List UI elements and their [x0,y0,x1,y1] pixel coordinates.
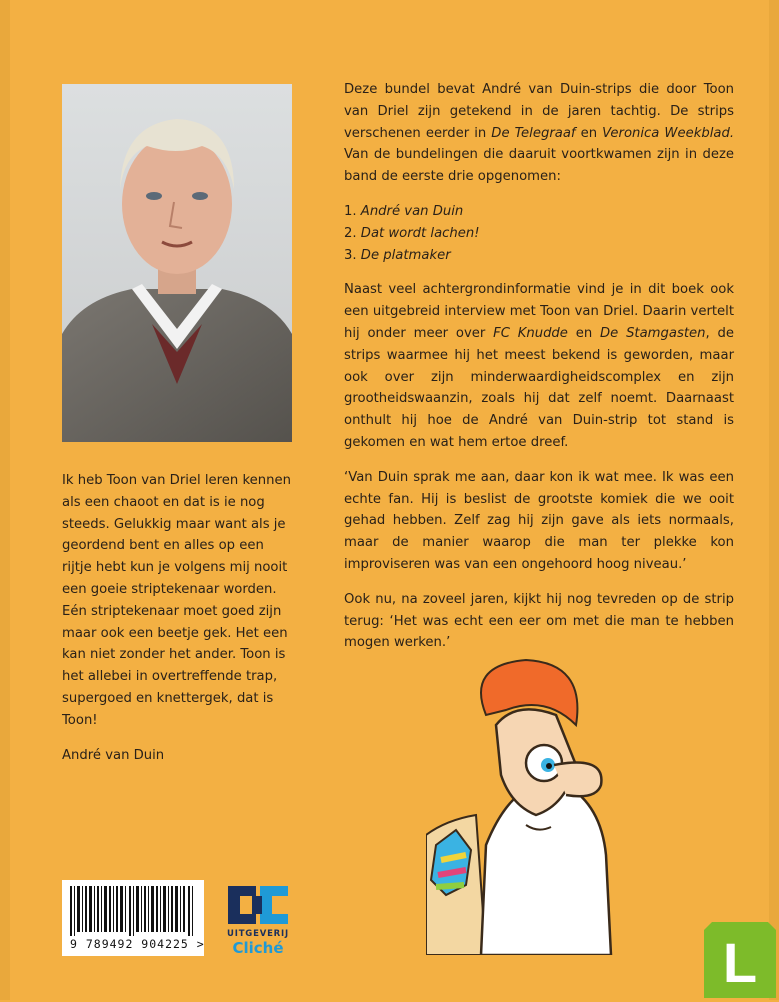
album-item [344,201,734,223]
album-title: André van Duin [360,203,464,219]
cover-edge-left [0,0,10,1000]
intro-paragraph [344,79,734,188]
author-photo [62,84,292,442]
album-list [344,201,734,266]
intro-text-1: Deze bundel bevat André van Duin-strips die door Toon van Driel zijn getekend in de jaren tachtig. De strips verschenen eerder in [344,82,734,141]
intro-text-3: en [575,125,603,141]
album-number: 3. [344,247,357,263]
cover-edge-right [769,0,779,1000]
intro-text-4: Veronica Weekblad. [602,125,735,141]
toon-quote: ‘Van Duin sprak me aan, daar kon ik wat mee. Ik was een echte fan. Hij is beslist de grootste komiek die we ooit gehad hebben. Zelf zag hij zijn gave als iets normaals, maar de manier waarop die man ter plekke kon improviseren was van een ongehoord hoog niveau.’ [344,469,734,572]
publisher-label: UITGEVERIJ [227,929,289,939]
author-quote: Ik heb Toon van Driel leren kennen als een chaoot en dat is ie nog steeds. Gelukkig maar want als je geordend bent en alles op een rijtje hebt kun je volgens mij nooit een goeie striptekenaar worden. Eén striptekenaar moet goed zijn maar ook een beetje gek. Het een kan niet zonder het ander. Toon is het allebei in overtreffende trap, supergoed en knettergek, dat is Toon! [62,473,291,728]
interview-text-5: , de strips waarmee hij het meest bekend is geworden, maar ook over zijn minderwaardigheidscomplex en zijn grootheidswaanzin, zoals hij dat zelf noemt. Daarnaast onthult hij hoe de André van Duin-strip tot stand is gekomen en wat hem ertoe dreef. [344,325,734,450]
album-number: 2. [344,225,357,241]
intro-text-2: De Telegraaf [491,125,576,141]
interview-paragraph [344,279,734,453]
cartoon-illustration [426,655,636,955]
intro-text-5: Van de bundelingen die daaruit voortkwamen zijn in deze band de eerste drie opgenomen: [344,147,734,185]
left-column [62,470,297,779]
album-title: Dat wordt lachen! [360,225,480,241]
closing-paragraph: Ook nu, na zoveel jaren, kijkt hij nog tevreden op de strip terug: ‘Het was echt een eer om met die man te hebben mogen werken.’ [344,591,734,651]
interview-text-3: en [567,325,600,341]
interview-text-1: Naast veel achtergrondinformatie vind je in dit boek ook een uitgebreid interview met Toon van Driel. Daarin vertelt hij onder meer over [344,282,734,341]
site-watermark [704,922,776,998]
right-column [344,79,734,667]
album-item [344,245,734,267]
isbn-number: 9 789492 904225 > [70,937,205,951]
album-number: 1. [344,203,357,219]
quote-signature: André van Duin [62,747,165,763]
interview-text-4: De Stamgasten [600,325,706,341]
watermark-letter: L [722,931,758,994]
publisher-name: Cliché [232,939,284,957]
album-item [344,223,734,245]
album-title: De platmaker [360,247,451,263]
interview-text-2: FC Knudde [493,325,568,341]
